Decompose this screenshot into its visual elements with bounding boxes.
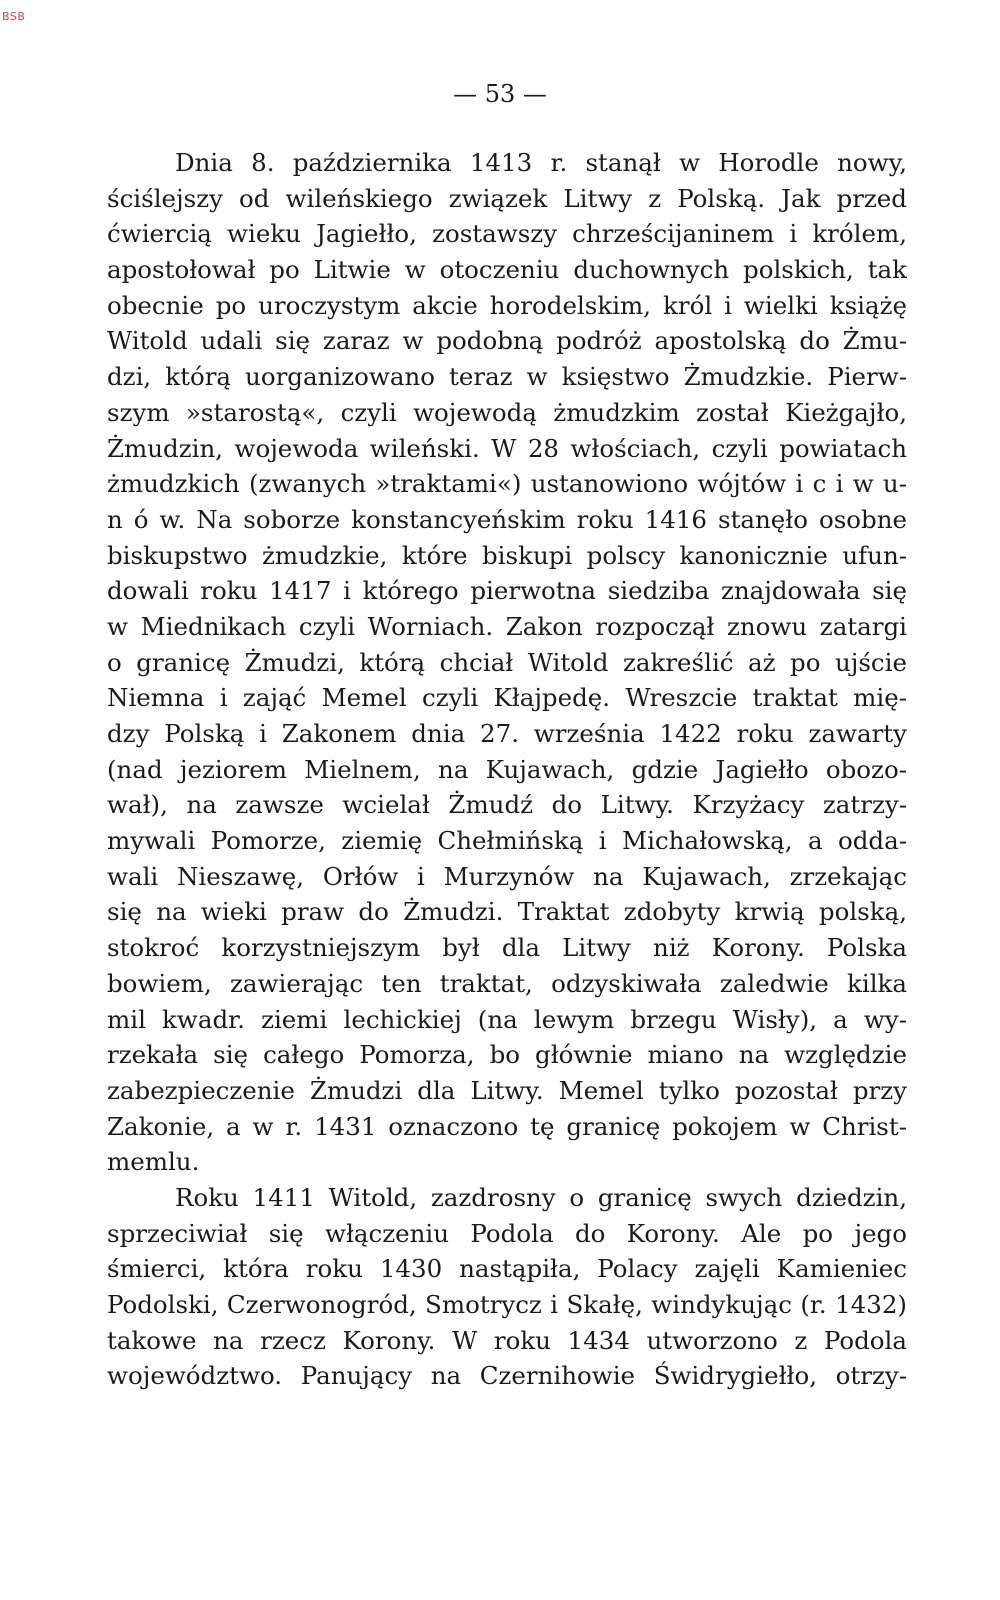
text-line: Roku 1411 Witold, zazdrosny o granicę swych dziedzin, [175, 1182, 907, 1212]
text-line: mil kwadr. ziemi lechickiej (na lewym brzegu Wisły), a wy- [107, 1004, 907, 1034]
text-line: sprzeciwiał się włączeniu Podola do Korony. Ale po jego [107, 1218, 907, 1248]
text-line: Zakonie, a w r. 1431 oznaczono tę granicę pokojem w Christ- [107, 1111, 907, 1141]
text-line: dzy Polską i Zakonem dnia 27. września 1422 roku zawarty [107, 719, 907, 748]
text-line: województwo. Panujący na Czernihowie Świdrygiełło, otrzy- [107, 1361, 907, 1391]
paragraph [107, 1180, 907, 1394]
text-line: dowali roku 1417 i którego pierwotna siedziba znajdowała się [107, 576, 907, 606]
text-line: zabezpieczenie Żmudzi dla Litwy. Memel tylko pozostał przy [107, 1075, 907, 1105]
page-body [107, 145, 907, 1394]
text-line: bowiem, zawierając ten traktat, odzyskiwała zaledwie kilka [107, 968, 907, 998]
text-line: n ó w. Na soborze konstancyeńskim roku 1416 stanęło osobne [107, 504, 907, 534]
text-line: mywali Pomorze, ziemię Chełmińską i Michałowską, a odda- [107, 826, 907, 856]
text-line: się na wieki praw do Żmudzi. Traktat zdobyty krwią polską, [107, 897, 907, 927]
text-line: żmudzkich (zwanych »traktami«) ustanowiono wójtów i c i w u- [107, 469, 907, 499]
text-line: Dnia 8. października 1413 r. stanął w Horodle nowy, [175, 148, 907, 177]
text-line: obecnie po uroczystym akcie horodelskim, król i wielki książę [107, 290, 907, 320]
text-line: (nad jeziorem Mielnem, na Kujawach, gdzie Jagiełło obozo- [107, 754, 907, 784]
text-line: Żmudzin, wojewoda wileński. W 28 włościach, czyli powiatach [107, 433, 907, 463]
text-line: apostołował po Litwie w otoczeniu duchownych polskich, tak [107, 255, 907, 285]
text-line: Podolski, Czerwonogród, Smotrycz i Skałę, windykując (r. 1432) [107, 1290, 907, 1319]
text-line: ściślejszy od wileńskiego związek Litwy z Polską. Jak przed [107, 183, 907, 213]
text-line: w Miednikach czyli Worniach. Zakon rozpoczął znowu zatargi [107, 611, 907, 641]
paragraph [107, 145, 907, 1180]
text-line: wali Nieszawę, Orłów i Murzynów na Kujawach, zrzekając [107, 861, 907, 891]
text-line: memlu. [107, 1147, 200, 1177]
text-line: śmierci, która roku 1430 nastąpiła, Polacy zajęli Kamieniec [107, 1254, 907, 1284]
library-stamp: BSB [2, 10, 26, 23]
page-number: — 53 — [453, 80, 547, 108]
text-line: szym »starostą«, czyli wojewodą żmudzkim został Kieżgajło, [107, 397, 907, 427]
text-line: biskupstwo żmudzkie, które biskupi polscy kanonicznie ufun- [107, 540, 907, 570]
text-line: dzi, którą uorganizowano teraz w księstwo Żmudzkie. Pierw- [107, 362, 907, 392]
text-line: o granicę Żmudzi, którą chciał Witold zakreślić aż po ujście [107, 647, 907, 677]
text-line: takowe na rzecz Korony. W roku 1434 utworzono z Podola [107, 1325, 907, 1355]
text-line: stokroć korzystniejszym był dla Litwy niż Korony. Polska [107, 933, 907, 963]
text-line: wał), na zawsze wcielał Żmudź do Litwy. Krzyżacy zatrzy- [107, 790, 907, 820]
text-line: rzekała się całego Pomorza, bo głównie miano na względzie [107, 1040, 907, 1070]
text-line: Witold udali się zaraz w podobną podróż apostolską do Żmu- [107, 326, 907, 356]
text-line: ćwiercią wieku Jagiełło, zostawszy chrześcijaninem i królem, [107, 219, 907, 249]
text-line: Niemna i zająć Memel czyli Kłajpedę. Wreszcie traktat mię- [107, 683, 907, 713]
